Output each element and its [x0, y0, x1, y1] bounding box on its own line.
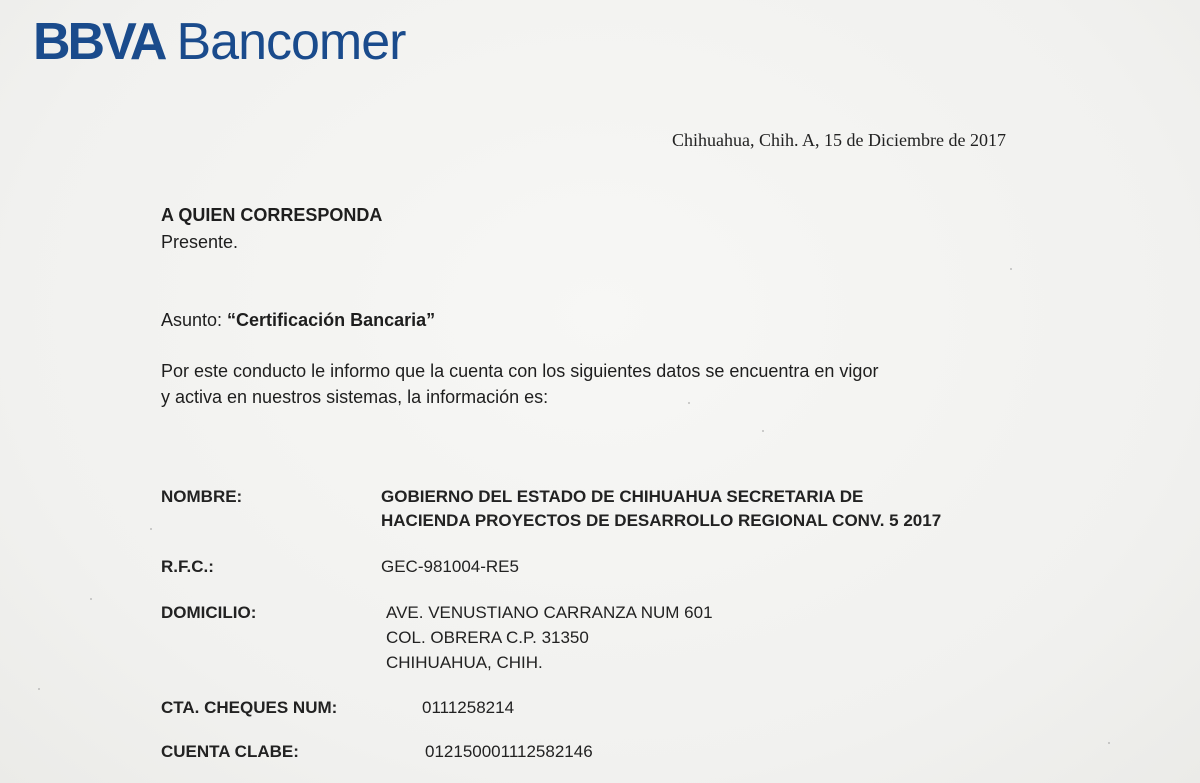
domicilio-label: DOMICILIO: — [161, 603, 257, 622]
body-paragraph-line-1: Por este conducto le informo que la cuenta con los siguientes datos se encuentra en vigor — [161, 361, 879, 381]
scan-speck — [1010, 268, 1012, 270]
body-paragraph-line-2: y activa en nuestros sistemas, la información es: — [161, 387, 549, 407]
domicilio-value-line-2: COL. OBRERA C.P. 31350 — [386, 628, 589, 647]
nombre-label: NOMBRE: — [161, 487, 243, 506]
scan-speck — [150, 528, 152, 530]
scan-speck — [38, 688, 40, 690]
cuenta-clabe-value: 012150001112582146 — [425, 742, 593, 761]
cta-cheques-value: 0111258214 — [422, 698, 515, 717]
rfc-value: GEC-981004-RE5 — [381, 557, 519, 576]
addressee: A QUIEN CORRESPONDA — [161, 205, 383, 225]
domicilio-value-line-1: AVE. VENUSTIANO CARRANZA NUM 601 — [386, 603, 713, 622]
subject-value: “Certificación Bancaria” — [227, 310, 436, 330]
logo-bold-text: BBVA — [33, 13, 165, 71]
bank-logo — [33, 12, 405, 72]
presente-line: Presente. — [161, 232, 239, 252]
nombre-value-line-1: GOBIERNO DEL ESTADO DE CHIHUAHUA SECRETARIA DE — [381, 487, 864, 506]
subject-line — [161, 308, 435, 332]
cta-cheques-label: CTA. CHEQUES NUM: — [161, 698, 338, 717]
nombre-value-line-2: HACIENDA PROYECTOS DE DESARROLLO REGIONAL CONV. 5 2017 — [381, 511, 942, 530]
cuenta-clabe-label: CUENTA CLABE: — [161, 742, 299, 761]
scan-speck — [762, 430, 764, 432]
rfc-label: R.F.C.: — [161, 557, 214, 576]
letter-date: Chihuahua, Chih. A, 15 de Diciembre de 2017 — [672, 130, 1006, 150]
domicilio-value-line-3: CHIHUAHUA, CHIH. — [386, 653, 543, 672]
subject-label: Asunto: — [161, 310, 228, 330]
scan-speck — [688, 402, 690, 404]
scan-speck — [1108, 742, 1110, 744]
logo-light-text: Bancomer — [176, 13, 406, 71]
scan-speck — [90, 598, 92, 600]
